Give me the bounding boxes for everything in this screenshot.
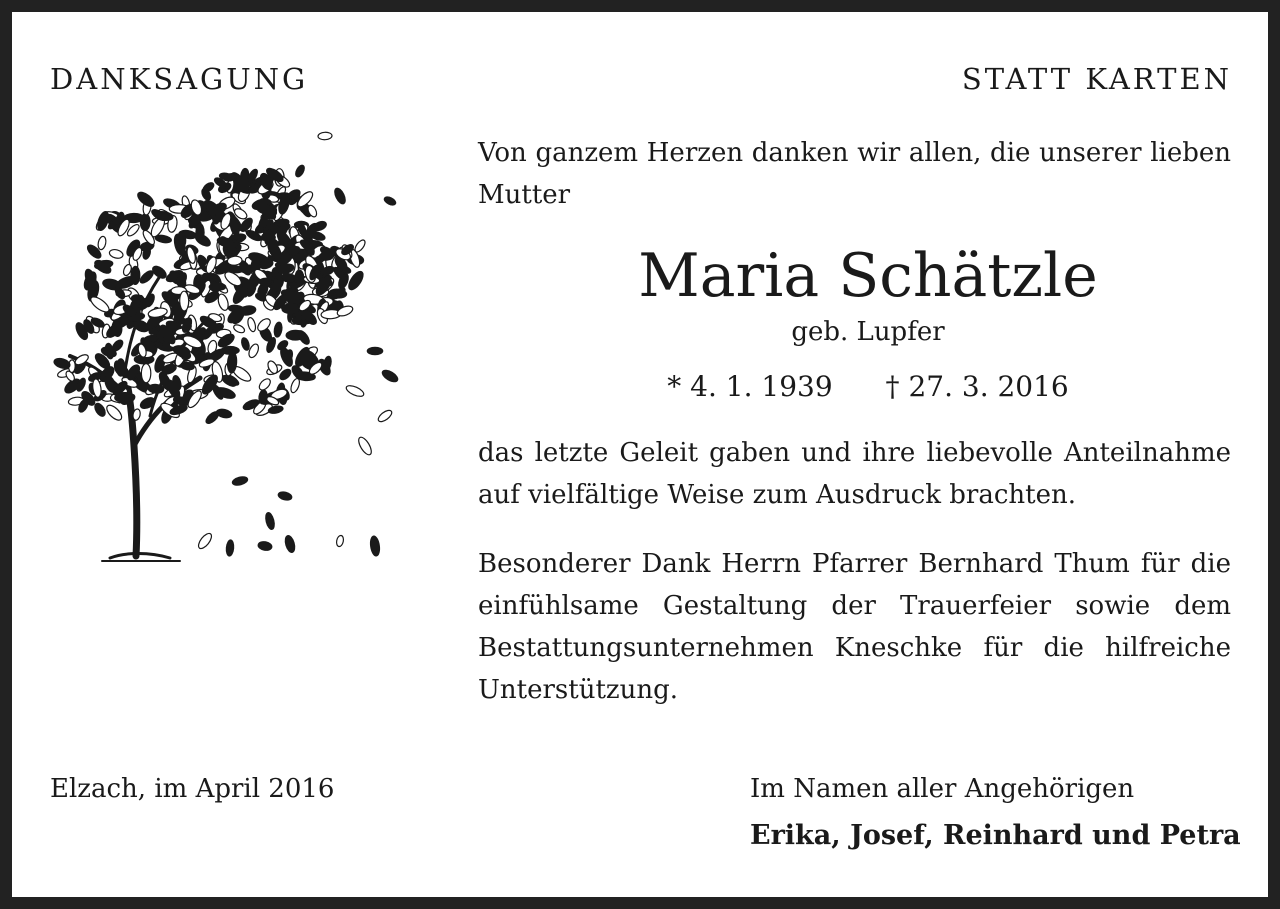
- deceased-name: Maria Schätzle: [638, 241, 1098, 311]
- birth-date: * 4. 1. 1939: [667, 370, 833, 403]
- obituary-card: [12, 12, 1268, 897]
- death-date: † 27. 3. 2016: [885, 370, 1069, 403]
- birth-name: geb. Lupfer: [791, 317, 945, 347]
- paragraph-thanks: Besonderer Dank Herrn Pfarrer Bernhard Thum für die einfühlsame Gestaltung der Trauerfeier sowie dem Bestattungsunternehmen Kneschke für die hilfreiche Unterstützung.: [478, 549, 1231, 705]
- intro-text: Von ganzem Herzen danken wir allen, die unserer lieben Mutter: [478, 138, 1231, 210]
- header-statt-karten: STATT KARTEN: [961, 62, 1232, 96]
- header-danksagung: DANKSAGUNG: [50, 62, 309, 96]
- paragraph-condolence: das letzte Geleit gaben und ihre liebevolle Anteilnahme auf vielfältige Weise zum Ausdruck brachten.: [478, 438, 1231, 510]
- place-date: Elzach, im April 2016: [50, 774, 335, 804]
- windblown-tree-icon: [40, 116, 400, 566]
- closing-line: Im Namen aller Angehörigen: [750, 774, 1135, 804]
- life-dates: [478, 370, 1258, 403]
- signatories: Erika, Josef, Reinhard und Petra: [750, 820, 1241, 851]
